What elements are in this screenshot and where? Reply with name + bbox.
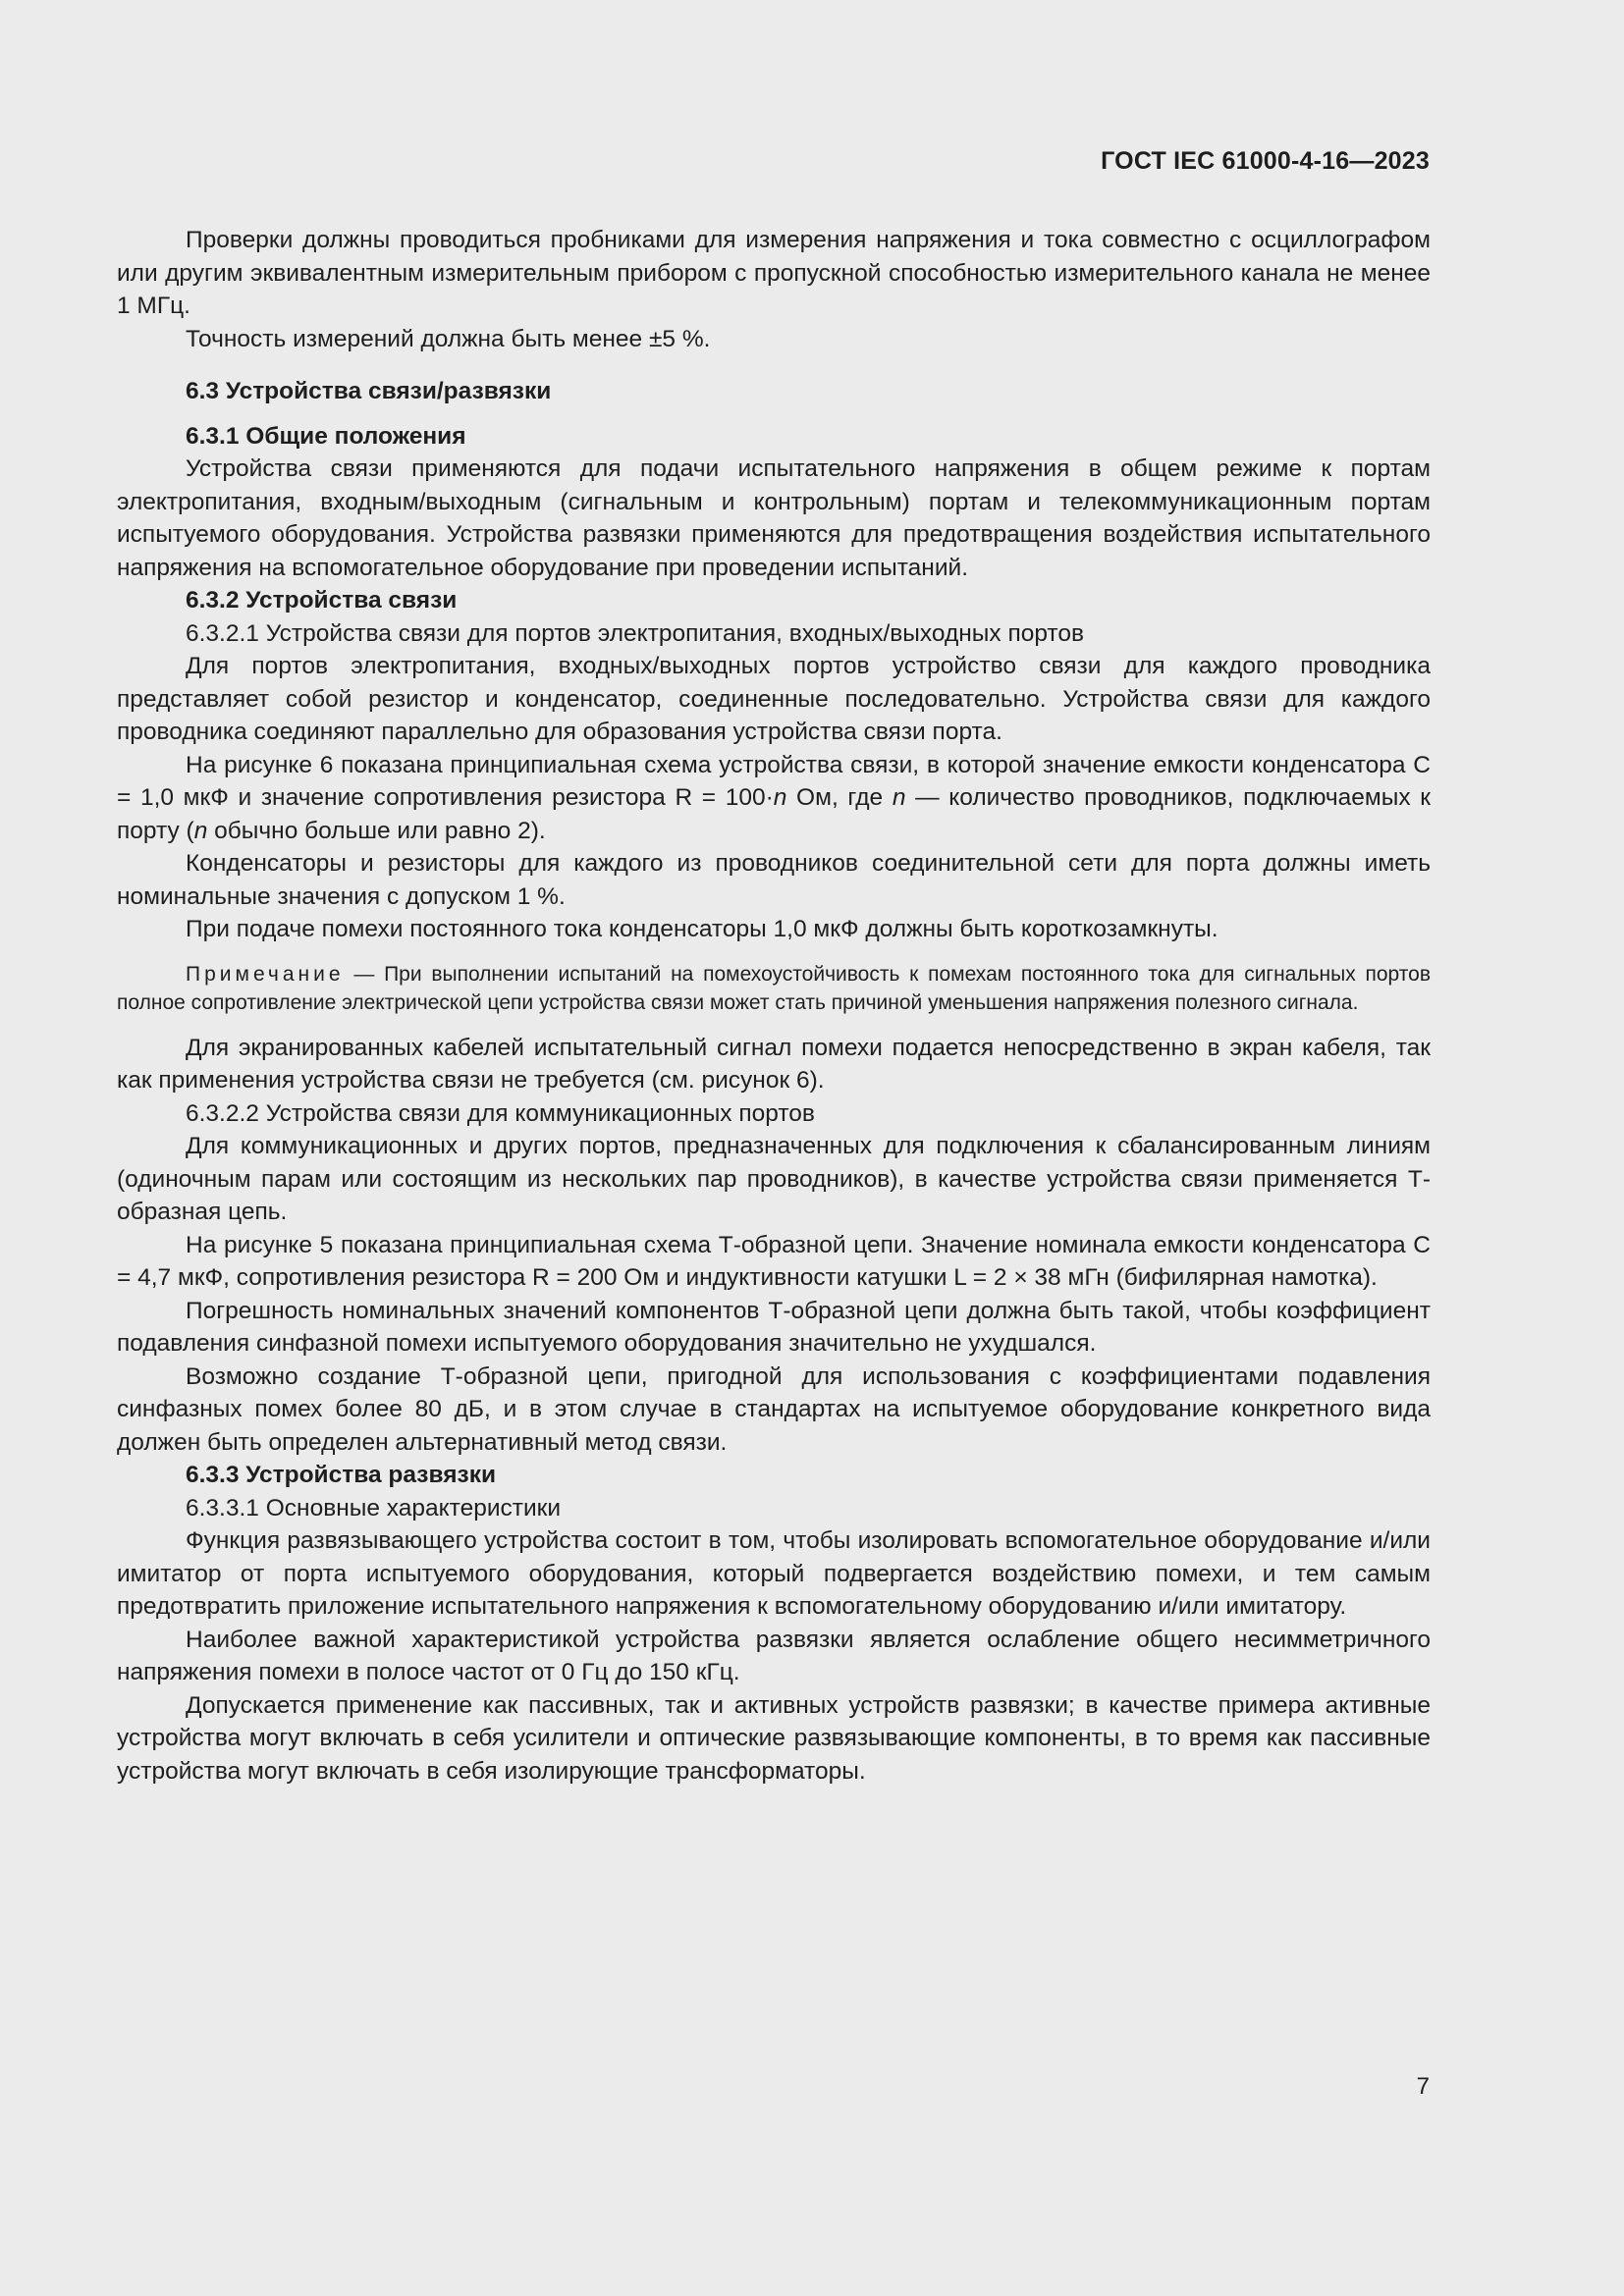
paragraph: Наиболее важной характеристикой устройства развязки является ослабление общего несимметричного напряжения помехи в полосе частот от 0 Гц до 150 кГц.	[117, 1626, 1431, 1685]
text-run: — количество проводников, подключаемых к порту (	[117, 784, 1431, 844]
note-text: — При выполнении испытаний на помехоустойчивость к помехам постоянного тока для сигнальных портов полное сопротивление электрической цепи устройства связи может стать причиной уменьшения напряжения полезного сигнала.	[117, 962, 1431, 1014]
paragraph: На рисунке 5 показана принципиальная схема Т-образной цепи. Значение номинала емкости конденсатора С = 4,7 мкФ, сопротивления резистора R = 200 Ом и индуктивности катушки L = 2 × 38 мГн (бифилярная намотка).	[117, 1231, 1431, 1291]
variable-n: n	[773, 784, 787, 811]
paragraph: Устройства связи применяются для подачи испытательного напряжения в общем режиме к портам электропитания, входным/выходным (сигнальным и контрольным) портам и телекоммуникационным портам испытуемого оборудования. Устройства развязки применяются для предотвращения воздействия испытательного напряжения на вспомогательное оборудование при проведении испытаний.	[117, 455, 1431, 581]
subsection-heading: 6.3.2 Устройства связи	[186, 587, 458, 614]
document-header: ГОСТ IEC 61000-4-16—2023	[1101, 147, 1430, 175]
paragraph: Для коммуникационных и других портов, предназначенных для подключения к сбалансированным линиям (одиночным парам или состоящим из нескольких пар проводников), в качестве устройства связи применяется Т-образная цепь.	[117, 1133, 1431, 1225]
text-run: обычно больше или равно 2).	[207, 817, 546, 844]
document-body	[117, 224, 1431, 1788]
text-run: На рисунке 6 показана принципиальная схема устройства связи, в которой значение емкости конденсатора С = 1,0 мкФ и значение сопротивления резистора R = 100·	[117, 751, 1431, 811]
paragraph: Погрешность номинальных значений компонентов Т-образной цепи должна быть такой, чтобы коэффициент подавления синфазной помехи испытуемого оборудования значительно не ухудшался.	[117, 1297, 1431, 1357]
page-number: 7	[1416, 2073, 1430, 2100]
subsection-heading: 6.3.3 Устройства развязки	[186, 1462, 497, 1488]
paragraph: Проверки должны проводиться пробниками для измерения напряжения и тока совместно с осциллографом или другим эквивалентным измерительным прибором с пропускной способностью измерительного канала не менее 1 МГц.	[117, 227, 1431, 319]
note-label: Примечание	[186, 962, 345, 986]
variable-n: n	[193, 817, 208, 844]
paragraph	[117, 749, 1431, 848]
paragraph: При подаче помехи постоянного тока конденсаторы 1,0 мкФ должны быть короткозамкнуты.	[186, 916, 1218, 942]
clause-title: 6.3.3.1 Основные характеристики	[186, 1494, 562, 1522]
clause-title: 6.3.2.2 Устройства связи для коммуникационных портов	[186, 1099, 815, 1127]
subsection-heading: 6.3.1 Общие положения	[186, 422, 466, 450]
paragraph: Функция развязывающего устройства состоит в том, чтобы изолировать вспомогательное оборудование и/или имитатор от порта испытуемого оборудования, который подвергается воздействию помехи, и тем самым предотвратить приложение испытательного напряжения к вспомогательному оборудованию и/или имитатору.	[117, 1527, 1431, 1620]
paragraph: Точность измерений должна быть менее ±5 %.	[186, 325, 711, 352]
paragraph: Для экранированных кабелей испытательный сигнал помехи подается непосредственно в экран кабеля, так как применения устройства связи не требуется (см. рисунок 6).	[117, 1034, 1431, 1094]
paragraph: Для портов электропитания, входных/выходных портов устройство связи для каждого проводника представляет собой резистор и конденсатор, соединенные последовательно. Устройства связи для каждого проводника соединяют параллельно для образования устройства связи порта.	[117, 653, 1431, 745]
paragraph: Конденсаторы и резисторы для каждого из проводников соединительной сети для порта должны иметь номинальные значения с допуском 1 %.	[117, 850, 1431, 910]
section-heading: 6.3 Устройства связи/развязки	[186, 378, 552, 404]
paragraph: Возможно создание Т-образной цепи, пригодной для использования с коэффициентами подавления синфазных помех более 80 дБ, и в этом случае в стандартах на испытуемое оборудование конкретного вида должен быть определен альтернативный метод связи.	[117, 1362, 1431, 1456]
clause-title: 6.3.2.1 Устройства связи для портов электропитания, входных/выходных портов	[186, 619, 1085, 647]
text-run: Ом, где	[786, 784, 893, 811]
note	[117, 960, 1431, 1018]
paragraph: Допускается применение как пассивных, так и активных устройств развязки; в качестве примера активные устройства могут включать в себя усилители и оптические развязывающие компоненты, в то время как пассивные устройства могут включать в себя изолирующие трансформаторы.	[117, 1691, 1431, 1785]
variable-n: n	[892, 784, 906, 811]
